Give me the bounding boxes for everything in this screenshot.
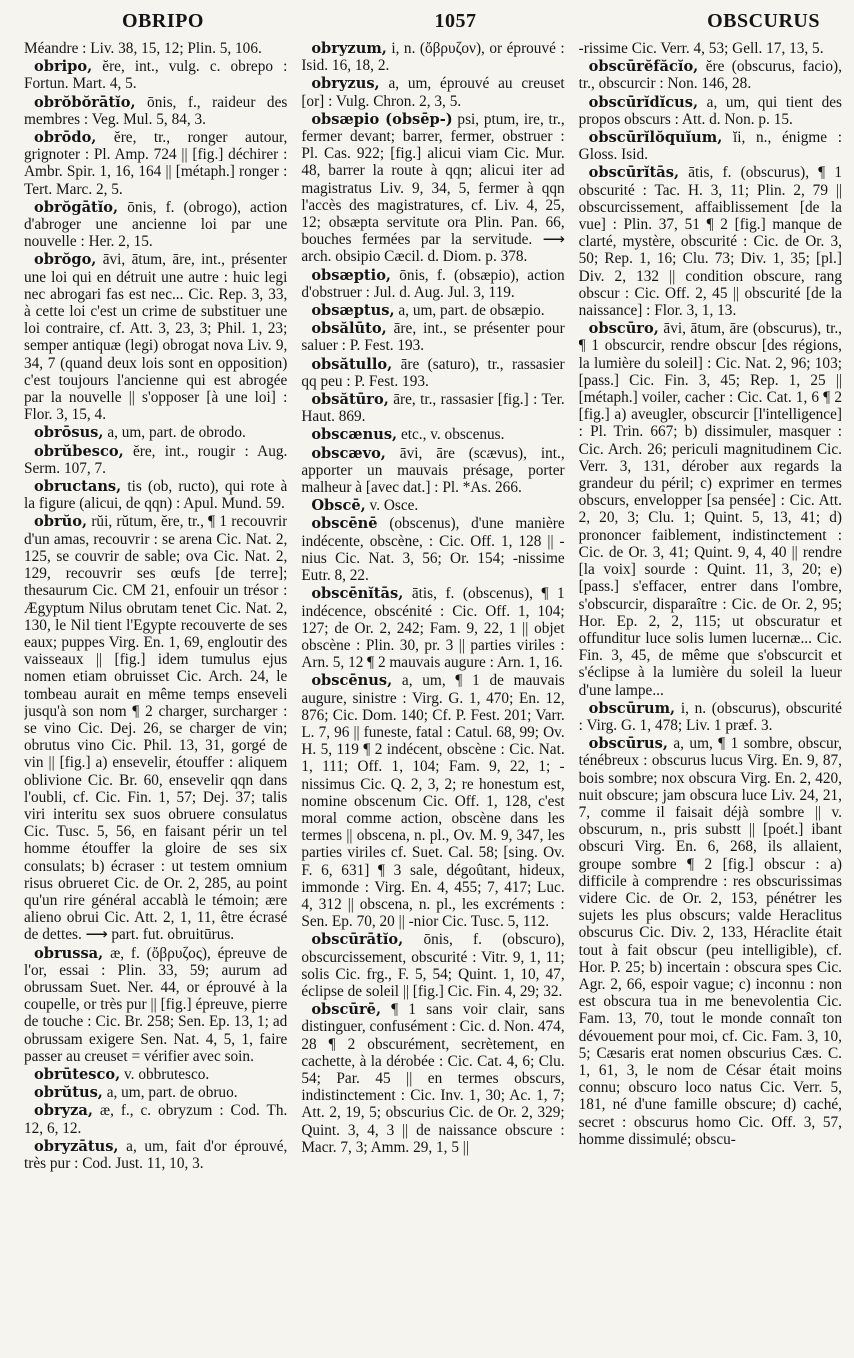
headword: obscēnĭtās,	[311, 585, 404, 603]
headword: obscūrĕfăcĭo,	[588, 58, 699, 76]
definition-text: ĕre, int., vulg. c. obrepo : Fortun. Mart. 4, 5.	[24, 58, 288, 93]
headword: obrŏbŏrātĭo,	[34, 93, 136, 111]
headword: obrŭbesco,	[34, 442, 124, 460]
definition-text: a, um, ¶ 1 sombre, obscur, ténébreux : obscurus lucus Virg. En. 9, 87, bois sombre; nox obscura Virg. En. 2, 420, nuit obscure; jam obscura luce Liv. 24, 21, 7, comme il faisait déjà sombre || v. obscurum, n., pris substt || [poét.] ibant obscuri Virg. En. 6, 268, ils allaient, groupe sombre ¶ 2 [fig.] obscur : a) difficile à comprendre : res obscurissimas videre Cic. de Or. 2, 153, pénétrer les sujets les plus obscurs; valde Heraclitus obscurus Cic. Div. 2, 133, Héraclite était tout à fait obscur (peu intelligible), cf. Hor. P. 25; b) incertain : obscura spes Cic. Agr. 2, 66, espoir vague; c) inconnu : non est obscura tua in me benevolentia Cic. Fam. 13, 70, tout le monde connaît ton dévouement pour moi, cf. Cic. Fam. 3, 10, 5; Cæsaris erat nomen obscurius Cæs. C. 1, 61, 3, le nom de César était moins connu; obscuro loco natus Cic. Verr. 5, 181, né d'une famille obscure; d) caché, secret : obscurus homo Cic. Off. 3, 57, homme dissimulé; obscu-	[578, 735, 842, 1148]
headword: obsæpio (obsēp-)	[311, 110, 453, 128]
dictionary-entry	[301, 426, 564, 443]
running-header	[24, 10, 842, 36]
headword: obryzus,	[311, 75, 380, 93]
dictionary-entry	[24, 443, 287, 477]
definition-text: (obscenus), d'une manière indécente, obscène, : Cic. Off. 1, 128 || -nius Cic. Nat. 3, 56; Or. 154; -nissime Eutr. 8, 22.	[301, 515, 565, 585]
definition-text: a, um, fait d'or éprouvé, très pur : Cod. Just. 11, 10, 3.	[24, 1137, 288, 1172]
headword: obrŏgo,	[34, 251, 97, 269]
definition-text: a, um, part. de obrodo.	[107, 424, 246, 442]
headword: obsătullo,	[311, 355, 393, 373]
definition-text: etc., v. obscenus.	[400, 426, 505, 444]
definition-text: æ, f., c. obryzum : Cod. Th. 12, 6, 12.	[24, 1102, 288, 1137]
definition-text: ātis, f. (obscenus), ¶ 1 indécence, obscénité : Cic. Off. 1, 104; 127; de Or. 2, 242; Fam. 9, 22, 1 || objet obscène : Plin. 30, pr. 3 || parties viriles : Arn. 5, 12 ¶ 2 mauvais augure : Arn. 1, 16.	[301, 585, 565, 672]
dictionary-entry	[24, 1066, 287, 1083]
dictionary-entry	[24, 129, 287, 198]
headword: obrūtesco,	[34, 1065, 121, 1083]
headword: obrŭo,	[34, 513, 88, 531]
header-right-guideword: OBSCURUS	[707, 10, 820, 32]
definition-text: v. obbrutesco.	[124, 1065, 210, 1083]
definition-text: a, um, part. de obsæpio.	[398, 302, 545, 320]
dictionary-entry	[579, 129, 842, 163]
definition-text: ĕre, tr., ronger autour, grignoter : Pl. Amp. 724 || [fig.] déchirer : Ambr. Spir. 1, 16, 164 || [métaph.] ronger : Tert. Marc. 2, 5.	[24, 129, 288, 198]
definition-text: a, um, ¶ 1 de mauvais augure, sinistre : Virg. G. 1, 470; En. 12, 876; Cic. Dom. 140; Cf. P. Fest. 201; Varr. L. 7, 96 || funeste, fatal : Catul. 68, 99; Ov. H. 5, 119 ¶ 2 indécent, obscène : Cic. Nat. 1, 111; Off. 1, 104; Fam. 9, 22, 1; -nissimus Cic. Q. 2, 3, 2; re honestum est, nomine obscenum Cic. Off. 1, 128, c'est moral comme action, obscène dans les termes || obscena, n. pl., Ov. M. 9, 347, les parties viriles cf. Suet. Cal. 58; [sing. Ov. F. 6, 631] ¶ 3 sale, dégoûtant, hideux, immonde : Virg. En. 4, 455; 7, 417; Luc. 4, 312 || obscena, n. pl., les excréments : Sen. Ep. 70, 20 || -nior Cic. Tusc. 5, 112.	[301, 672, 565, 931]
dictionary-entry	[301, 497, 564, 514]
dictionary-entry	[301, 672, 564, 930]
dictionary-entry	[301, 267, 564, 301]
dictionary-entry	[301, 515, 564, 584]
definition-text: āre, int., se présenter pour saluer : P. Fest. 193.	[301, 320, 565, 355]
definition-text: āvi, āre (scævus), int., apporter un mauvais présage, porter malheur à [avec dat.] : Pl. *As. 266.	[301, 444, 565, 497]
dictionary-entry	[301, 320, 564, 354]
definition-text: i, n. (ὄβρυζον), or éprouvé : Isid. 16, 18, 2.	[301, 40, 565, 75]
headword: obrŭtus,	[34, 1084, 103, 1102]
headword: obscūrĭlŏquĭum,	[588, 129, 723, 147]
dictionary-entry	[301, 391, 564, 425]
headword: obryzātus,	[34, 1137, 119, 1155]
definition-text: ōnis, f. (obsæpio), action d'obstruer : Jul. d. Aug. Jul. 3, 119.	[301, 266, 565, 301]
definition-text: āre (saturo), tr., rassasier qq peu : P. Fest. 193.	[301, 355, 565, 390]
dictionary-entry	[24, 1138, 287, 1172]
headword: obscænus,	[311, 426, 398, 444]
dictionary-entry	[301, 356, 564, 390]
definition-text: Méandre : Liv. 38, 15, 12; Plin. 5, 106.	[24, 40, 262, 57]
headword: obscūro,	[588, 320, 659, 338]
headword: obscēnus,	[311, 672, 393, 690]
dictionary-entry	[301, 111, 564, 266]
dictionary-entry	[301, 75, 564, 109]
dictionary-entry	[579, 735, 842, 1148]
definition-text: ĭi, n., énigme : Gloss. Isid.	[578, 129, 842, 164]
headword: obryza,	[34, 1102, 93, 1120]
dictionary-entry	[301, 302, 564, 319]
dictionary-entry	[24, 251, 287, 423]
dictionary-entry	[579, 58, 842, 92]
definition-text: ĕre, int., rougir : Aug. Serm. 107, 7.	[24, 442, 288, 477]
headword: obsæptio,	[311, 266, 392, 284]
column-2	[301, 40, 564, 1358]
column-3	[579, 40, 842, 1358]
headword: obscēnē	[311, 515, 378, 533]
definition-text: v. Osce.	[369, 497, 419, 515]
definition-text: ōnis, f., raideur des membres : Veg. Mul. 5, 84, 3.	[24, 93, 288, 128]
headword: obscūrum,	[588, 699, 676, 717]
headword: Obscē,	[311, 497, 366, 515]
dictionary-entry	[24, 1084, 287, 1101]
definition-text: āvi, ātum, āre, int., présenter une loi qui en détruit une autre : huic legi nec abrogari fas est nec... Cic. Rep. 3, 33, à cette loi c'est un crime de substituer une loi contraire, cf. Att. 3, 23, 3; Phil. 1, 23; semper antiquæ (legi) obrogat nova Liv. 9, 34, 7 (quand deux lois sont en opposition) c'est toujours l'ancienne qui est abrogée par la nouvelle || s'opposer [à une loi] : Flor. 3, 15, 4.	[24, 251, 288, 424]
column-1	[24, 40, 287, 1358]
dictionary-entry	[24, 945, 287, 1065]
definition-text: ¶ 1 sans voir clair, sans distinguer, confusément : Cic. d. Non. 474, 28 ¶ 2 obscurément, secrètement, en cachette, à la dérobée : Cic. Cat. 4, 6; Clu. 54; Par. 45 || en termes obscurs, indistinctement : Cic. Inv. 1, 30; Ac. 1, 7; Att. 2, 19, 5; obscurius Cic. de Or. 2, 329; Quint. 3, 4, 3 || de naissance obscure : Macr. 7, 3; Amm. 29, 1, 5 ||	[301, 1001, 565, 1156]
definition-text: -rissime Cic. Verr. 4, 53; Gell. 17, 13, 5.	[578, 40, 824, 57]
dictionary-entry	[24, 513, 287, 943]
headword: obscūrātĭo,	[311, 931, 404, 949]
dictionary-entry	[301, 445, 564, 497]
dictionary-entry	[301, 40, 564, 74]
definition-text: āre, tr., rassasier [fig.] : Ter. Haut. 869.	[301, 391, 565, 426]
headword: obsătūro,	[311, 391, 389, 409]
definition-text: psi, ptum, ire, tr., fermer devant; barrer, fermer, obstruer : Pl. Cas. 922; [fig.] alicui viam Cic. Mur. 48, barrer la route à qqn; alicui iter ad magistratus Liv. 9, 34, 5, fermer à qqn l'accès des magistratures, cf. Liv. 4, 25, 12; obsæpta servitute ora Plin. Pan. 66, bouches fermées par la servitude. ⟶ arch. obsipio Cæcil. d. Diom. p. 378.	[301, 110, 565, 266]
definition-text: ōnis, f. (obrogo), action d'abroger une ancienne loi par une nouvelle : Her. 2, 15.	[24, 198, 288, 251]
definition-text: tis (ob, ructo), qui rote à la figure (alicui, de qqn) : Apul. Mund. 59.	[24, 478, 288, 513]
dictionary-entry	[301, 585, 564, 671]
headword: obripo,	[34, 58, 93, 76]
dictionary-entry	[24, 424, 287, 441]
dictionary-entry	[24, 478, 287, 512]
headword: obscūrĭtās,	[588, 164, 680, 182]
definition-text: ĕre (obscurus, facio), tr., obscurcir : Non. 146, 28.	[578, 58, 842, 93]
headword: obscūrē,	[311, 1001, 382, 1019]
headword: obrōsus,	[34, 424, 104, 442]
definition-text: ātis, f. (obscurus), ¶ 1 obscurité : Tac. H. 3, 11; Plin. 2, 79 || obscurcissement, affaiblissement [de la vue] : Plin. 37, 51 ¶ 2 [fig.] manque de clarté, mystère, obscurité : Cic. de Or. 3, 50; Rep. 1, 16; Clu. 73; Div. 1, 35; [pl.] Div. 2, 132 || condition obscure, rang obscur : Cic. Off. 2, 45 || obscurité [de la naissance] : Flor. 3, 1, 13.	[578, 164, 842, 320]
definition-text: āvi, ātum, āre (obscurus), tr., ¶ 1 obscurcir, rendre obscur [des régions, la lumière du soleil] : Cic. Nat. 2, 96; 103; [pass.] Cic. Fin. 3, 45; Rep. 1, 25 || [métaph.] voiler, cacher : Cic. Cat. 1, 6 ¶ 2 [fig.] a) aveugler, obscurcir [l'intelligence] : Pl. Trin. 667; b) dissimuler, masquer : Cic. Arch. 26; periculi magnitudinem Cic. Verr. 3, 131, dérober aux regards la grandeur du péril; c) exprimer en termes obscurs, envelopper [sa pensée] : Cic. Att. 2, 20, 3; Clu. 1; Quint. 5, 13, 41; d) prononcer faiblement, indistinctement : Cic. de Or. 3, 41; Quint. 9, 4, 40 || rendre [la voix] sourde : Quint. 11, 3, 20; e) [pass.] s'effacer, entrer dans l'ombre, s'obscurcir, disparaître : Cic. de Or. 2, 95; Hor. Ep. 2, 2, 115; ut obscuratur et offunditur luce solis lumen lucernæ... Cic. Fin. 3, 45, de même que s'obscurcit et s'éclipse à la lumière du soleil la lueur d'une lampe...	[578, 320, 842, 699]
dictionary-entry	[24, 58, 287, 92]
headword: obrŏgātĭo,	[34, 198, 119, 216]
definition-text: rŭi, rŭtum, ĕre, tr., ¶ 1 recouvrir d'un amas, recouvrir : se arena Cic. Nat. 2, 125, se couvrir de sable; ova Cic. Nat. 2, 129, recouvrir ses œufs [de terre]; thesaurum Cic. CM 21, enfouir un trésor : Ægyptum Nilus obrutam tenet Cic. Nat. 2, 130, le Nil tient l'Egypte recouverte de ses eaux; puppes Virg. En. 1, 69, engloutir des vaisseaux || [fig.] idem tumulus ejus nomen etiam obruisset Cic. Arch. 24, le tombeau aurait en même temps enseveli jusqu'à son nom ¶ 2 charger, surcharger : se vino Cic. Dej. 26, se charger de vin; obrutus vino Cic. Phil. 13, 31, gorgé de vin || [fig.] a) ensevelir, étouffer : aliquem oblivione Cic. Br. 60, ensevelir qqn dans l'oubli, cf. Cic. Fin. 1, 57; Dej. 37; talis viri interitu sex suos obruere consulatus Cic. Tusc. 5, 56, en faisant périr un tel homme étouffer la gloire de ses six consulats; b) écraser : ut testem omnium risus obrueret Cic. de Or. 2, 285, au point qu'un rire général accablà le témoin; ære alieno obrui Cic. Att. 2, 1, 11, être écrasé de dettes. ⟶ part. fut. obruitūrus.	[24, 513, 288, 944]
headword: obscævo,	[311, 444, 386, 462]
headword: obructans,	[34, 478, 122, 496]
definition-text: a, um, éprouvé au creuset [or] : Vulg. Chron. 2, 3, 5.	[301, 75, 565, 110]
definition-text: ōnis, f. (obscuro), obscurcissement, obscurité : Vitr. 9, 1, 11; solis Cic. frg., F. 5, 54; Quint. 1, 10, 47, éclipse de soleil || [fig.] Cic. Fin. 4, 29; 32.	[301, 931, 565, 1000]
dictionary-entry	[24, 1102, 287, 1136]
dictionary-entry	[579, 320, 842, 698]
dictionary-entry	[24, 199, 287, 251]
dictionary-entry	[579, 40, 842, 57]
header-left-guideword: OBRIPO	[122, 10, 204, 32]
dictionary-entry	[24, 94, 287, 128]
headword: obsălūto,	[311, 320, 387, 338]
definition-text: a, um, qui tient des propos obscurs : Att. d. Non. p. 15.	[578, 93, 842, 128]
definition-text: a, um, part. de obruo.	[106, 1084, 238, 1102]
dictionary-entry	[301, 931, 564, 1000]
headword: obsæptus,	[311, 302, 395, 320]
definition-text: i, n. (obscurus), obscurité : Virg. G. 1, 478; Liv. 1 præf. 3.	[578, 699, 842, 734]
headword: obscūrĭdĭcus,	[588, 93, 699, 111]
headword: obrussa,	[34, 944, 104, 962]
headword: obryzum,	[311, 40, 387, 57]
headword: obscūrus,	[588, 735, 668, 753]
headword: obrōdo,	[34, 129, 97, 147]
dictionary-entry	[24, 40, 287, 57]
dictionary-entry	[579, 94, 842, 128]
page-number: 1057	[434, 10, 477, 32]
dictionary-entry	[301, 1001, 564, 1156]
dictionary-entry	[579, 700, 842, 734]
dictionary-entry	[579, 164, 842, 319]
text-columns	[24, 40, 842, 1358]
definition-text: æ, f. (ὄβρυζος), épreuve de l'or, essai : Plin. 33, 59; aurum ad obrussam Suet. Ner. 44, or éprouvé à la coupelle, or très pur || [fig.] épreuve, pierre de touche : Cic. Br. 258; Sen. Ep. 13, 1; ad obrussam exigere Sen. Nat. 4, 5, 1, faire passer au creuset = vérifier avec soin.	[24, 944, 288, 1065]
